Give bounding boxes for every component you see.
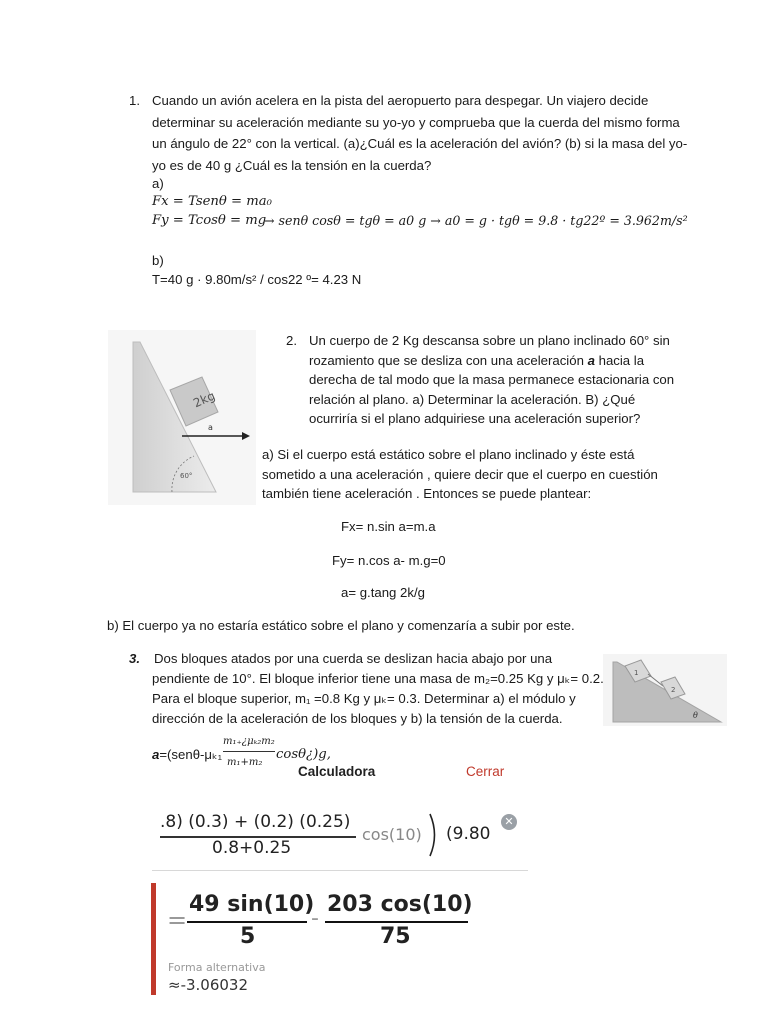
two-blocks-incline-figure	[603, 654, 727, 726]
inclined-plane-figure	[108, 330, 256, 505]
clear-input-icon[interactable]: ✕	[501, 814, 517, 830]
problem-1-line-3: un ángulo de 22° con la vertical. (a)¿Cuál es la aceleración del avión? (b) si la masa del yo-	[152, 136, 688, 151]
formula-end: cosθ¿)g,	[276, 747, 331, 762]
problem-3-line-4: dirección de la aceleración de los bloques y b) la tensión de la cuerda.	[152, 711, 563, 726]
calc-expression-denominator: 0.8+0.25	[212, 838, 292, 858]
problem-2-answer-line-3: también tiene aceleración . Entonces se puede plantear:	[262, 486, 592, 501]
result-minus: -	[311, 906, 319, 931]
problem-2-answer-line-1: a) Si el cuerpo está estático sobre el plano inclinado y éste está	[262, 447, 635, 462]
problem-2-line-2-text: rozamiento que se desliza con una aceleración	[309, 352, 584, 368]
problem-2-number: 2.	[286, 333, 297, 348]
calc-separator	[152, 870, 528, 871]
result-term-2-numerator: 203 cos(10)	[327, 892, 473, 917]
block-2-label: 2	[671, 686, 676, 694]
problem-2-line-2-end: hacia la	[598, 352, 645, 368]
result-term-1-numerator: 49 sin(10)	[189, 892, 315, 917]
result-term-1-fraction-line	[187, 921, 307, 923]
problem-1-eq-1: Fx = Tsenθ = ma₀	[152, 194, 272, 209]
problem-2-eq-a: a= g.tang 2k/g	[341, 585, 425, 600]
formula-denominator: m₁+m₂	[227, 757, 263, 768]
acceleration-label: a	[208, 423, 213, 432]
problem-1-b-equation: T=40 g · 9.80m/s² / cos22 º= 4.23 N	[152, 272, 362, 287]
formula-numerator: m₁₊¿μₖ₂m₂	[223, 736, 275, 747]
block-1-label: 1	[634, 669, 639, 677]
result-term-2-denominator: 75	[380, 924, 411, 949]
mass-label: 2kg	[191, 388, 218, 411]
problem-1-b-label: b)	[152, 253, 164, 268]
problem-3-line-1: Dos bloques atados por una cuerda se deslizan hacia abajo por una	[154, 651, 553, 666]
calculator-title: Calculadora	[298, 764, 376, 779]
formula-accel-symbol: a	[152, 747, 160, 762]
problem-1-line-2: determinar su aceleración mediante su yo-yo y comprueba que la cuerda del mismo forma	[152, 114, 680, 130]
problem-1-number: 1.	[129, 93, 140, 108]
problem-3-number: 3.	[129, 651, 140, 666]
theta-label: θ	[693, 711, 698, 720]
calc-expression-numerator: .8) (0.3) + (0.2) (0.25)	[160, 812, 351, 832]
problem-2-line-5: ocurriría si el plano adquiriese una aceleración superior?	[309, 411, 641, 426]
calculator-close-button[interactable]: Cerrar	[466, 764, 505, 779]
problem-2-line-2	[309, 350, 644, 372]
problem-2-eq-fx: Fx= n.sin a=m.a	[341, 519, 436, 534]
problem-2-accel-symbol: a	[587, 352, 595, 368]
problem-1-line-1: Cuando un avión acelera en la pista del aeropuerto para despegar. Un viajero decide	[152, 93, 649, 108]
problem-3-formula	[152, 744, 222, 766]
problem-1-line-4: yo es de 40 g ¿Cuál es la tensión en la cuerda?	[152, 157, 432, 173]
problem-2-answer-b: b) El cuerpo ya no estaría estático sobre el plano y comenzaría a subir por este.	[107, 618, 575, 633]
angle-label: 60°	[180, 472, 193, 480]
problem-2-answer-line-2: sometido a una aceleración , quiere decir que el cuerpo en cuestión	[262, 466, 658, 482]
calc-expression-cos: cos(10)	[362, 825, 422, 844]
problem-1-a-label: a)	[152, 176, 164, 191]
problem-1-eq-2: Fy = Tcosθ = mg	[152, 213, 267, 228]
result-term-2-fraction-line	[325, 921, 468, 923]
problem-3-line-2: pendiente de 10°. El bloque inferior tiene una masa de m₂=0.25 Kg y μₖ= 0.2.	[152, 671, 604, 686]
problem-2-line-4: relación al plano. a) Determinar la aceleración. B) ¿Qué	[309, 391, 636, 407]
formula-start: =(senθ-μₖ₁	[159, 747, 223, 762]
alternative-form-label: Forma alternativa	[168, 961, 266, 974]
problem-3-line-3: Para el bloque superior, m₁ =0.8 Kg y μₖ= 0.3. Determinar a) el módulo y	[152, 691, 576, 706]
result-accent-bar	[151, 883, 156, 995]
problem-2-line-1: Un cuerpo de 2 Kg descansa sobre un plano inclinado 60° sin	[309, 333, 670, 348]
calc-expression-tail: (9.80	[446, 824, 491, 844]
problem-2-eq-fy: Fy= n.cos a- m.g=0	[332, 553, 446, 568]
problem-1-eq-2-derivation: → senθ cosθ = tgθ = a0 g → a0 = g · tgθ = 9.8 · tg22º = 3.962m/s²	[264, 213, 688, 228]
calc-close-paren-icon	[428, 812, 440, 858]
alternative-form-value: ≈-3.06032	[168, 976, 249, 994]
result-equals: =	[167, 906, 188, 934]
problem-2-line-3: derecha de tal modo que la masa permanece estacionaria con	[309, 372, 675, 387]
result-term-1-denominator: 5	[240, 924, 256, 949]
